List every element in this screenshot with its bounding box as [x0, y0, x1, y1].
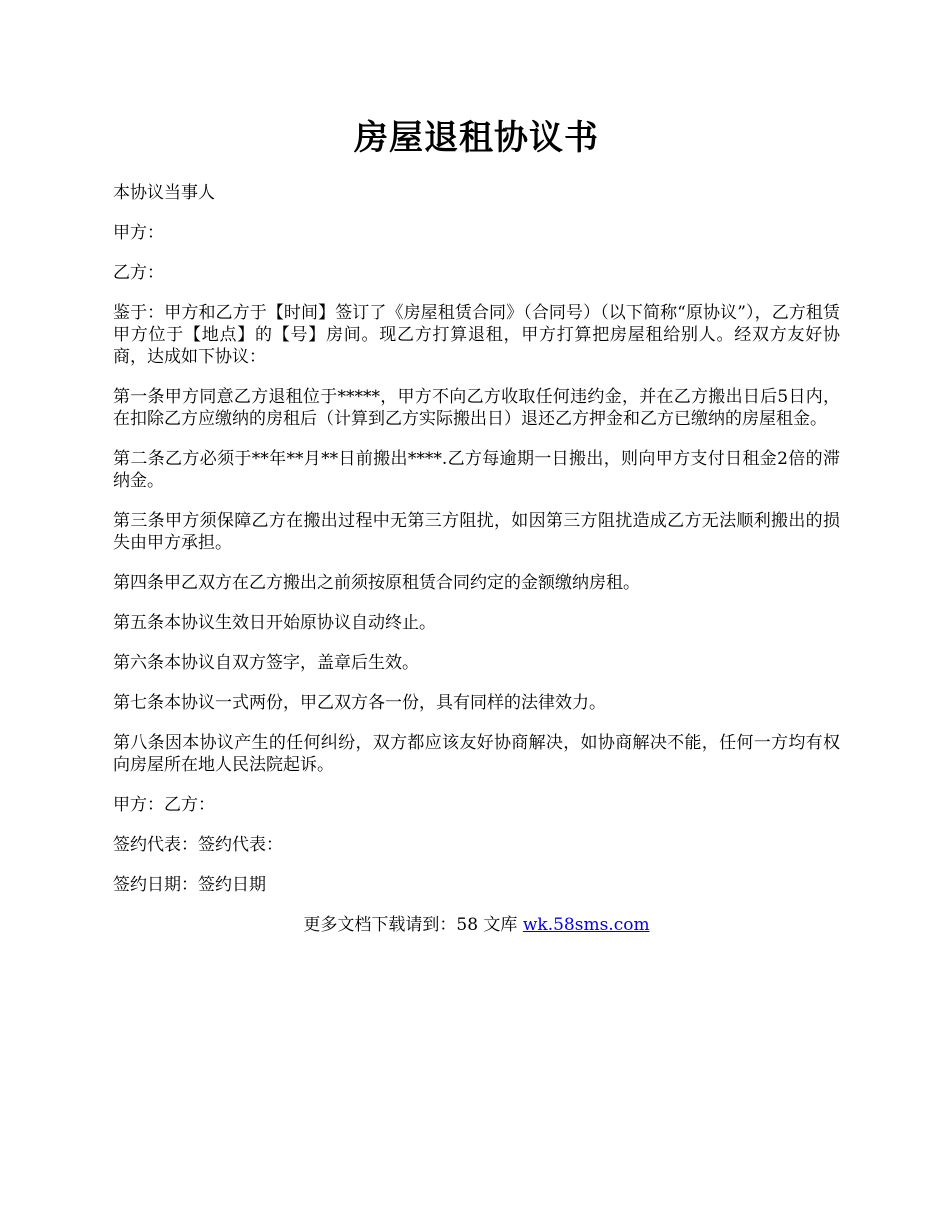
- signature-dates: 签约日期：签约日期: [113, 875, 266, 895]
- document-page: [113, 0, 840, 936]
- paragraph-article-7: 第七条本协议一式两份，甲乙双方各一份，具有同样的法律效力。: [113, 693, 606, 713]
- paragraph-article-2: 第二条乙方必须于**年**月**日前搬出****.乙方每逾期一日搬出，则向甲方支付日租金2倍的滞纳金。: [113, 449, 840, 491]
- footer-link[interactable]: wk.58sms.com: [522, 915, 650, 935]
- paragraph-article-6: 第六条本协议自双方签字，盖章后生效。: [113, 653, 419, 673]
- paragraph-whereas: 鉴于：甲方和乙方于【时间】签订了《房屋租赁合同》（合同号）（以下简称“原协议”），乙方租赁甲方位于【地点】的【号】房间。现乙方打算退租，甲方打算把房屋租给别人。经双方友好协商，达成如下协议：: [113, 303, 840, 367]
- paragraph-party-b: 乙方：: [113, 263, 164, 283]
- footer-text: 更多文档下载请到：58 文库: [303, 915, 523, 935]
- footer-download-note: [113, 914, 840, 936]
- paragraph-article-1: 第一条甲方同意乙方退租位于*****，甲方不向乙方收取任何违约金，并在乙方搬出日后5日内，在扣除乙方应缴纳的房租后（计算到乙方实际搬出日）退还乙方押金和乙方已缴纳的房屋租金。: [113, 387, 840, 429]
- paragraph-parties: 本协议当事人: [113, 183, 215, 203]
- paragraph-article-4: 第四条甲乙双方在乙方搬出之前须按原租赁合同约定的金额缴纳房租。: [113, 573, 640, 593]
- document-title: 房屋退租协议书: [354, 118, 599, 158]
- paragraph-article-3: 第三条甲方须保障乙方在搬出过程中无第三方阻扰，如因第三方阻扰造成乙方无法顺利搬出的损失由甲方承担。: [113, 511, 840, 553]
- signature-parties: 甲方：乙方：: [113, 795, 215, 815]
- paragraph-article-8: 第八条因本协议产生的任何纠纷，双方都应该友好协商解决，如协商解决不能，任何一方均有权向房屋所在地人民法院起诉。: [113, 733, 840, 775]
- paragraph-article-5: 第五条本协议生效日开始原协议自动终止。: [113, 613, 436, 633]
- signature-representatives: 签约代表：签约代表：: [113, 835, 283, 855]
- paragraph-party-a: 甲方：: [113, 223, 164, 243]
